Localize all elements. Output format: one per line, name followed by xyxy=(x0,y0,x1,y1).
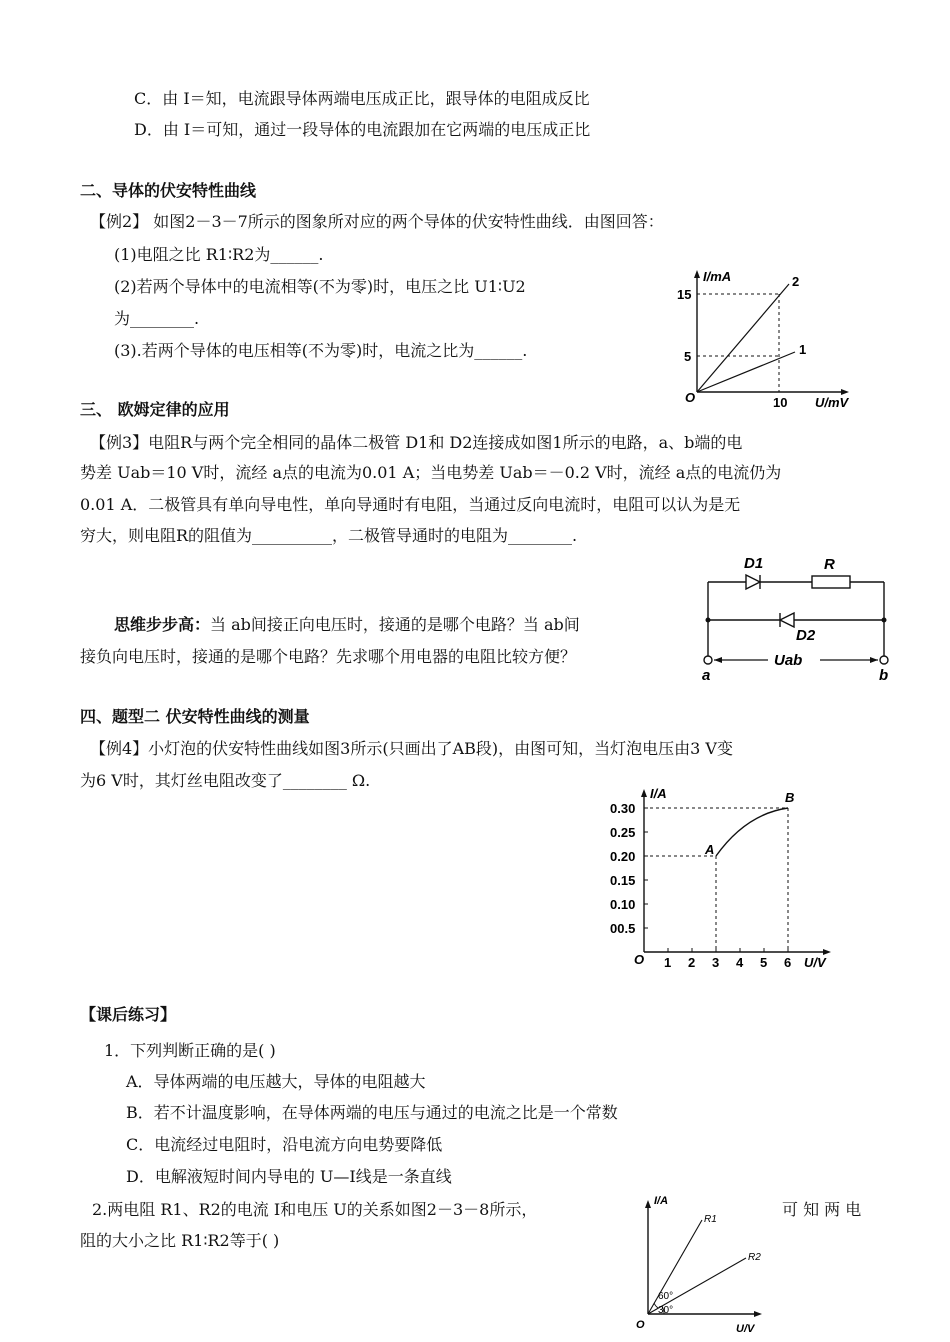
fig4-r2-label: R2 xyxy=(748,1252,761,1263)
fig3-xtick: 2 xyxy=(688,955,696,970)
section-heading-2: 二、导体的伏安特性曲线 xyxy=(80,181,257,200)
option-d: D．由 I＝可知，通过一段导体的电流跟加在它两端的电压成正比 xyxy=(134,120,591,139)
fig3-ytick: 0.20 xyxy=(610,849,636,864)
fig3-ylabel: I/A xyxy=(650,786,667,801)
example-3-line2: 势差 Uab＝10 V时，流经 a点的电流为0.01 A；当电势差 Uab＝－0.2 V时，流经 a点的电流仍为 xyxy=(80,463,782,482)
fig4-angle-60: 60° xyxy=(658,1291,674,1302)
question-1-option-a: A．导体两端的电压越大，导体的电阻越大 xyxy=(126,1072,426,1091)
fig1-line1-label: 1 xyxy=(799,342,807,357)
example-3-line3: 0.01 A．二极管具有单向导电性，单向导通时有电阻，当通过反向电流时，电阻可以认为是无 xyxy=(80,495,741,514)
fig1-xlabel: U/mV xyxy=(815,395,849,410)
fig2-r-label: R xyxy=(824,556,835,573)
figure-diode-circuit xyxy=(696,554,906,684)
fig1-ytick-5: 5 xyxy=(684,349,692,364)
example-4-line2: 为6 V时，其灯丝电阻改变了________ Ω. xyxy=(80,771,371,790)
example-3-line1: 【例3】电阻R与两个完全相同的晶体二极管 D1和 D2连接成如图1所示的电路，a、b端的电 xyxy=(90,433,743,452)
question-1: 1．下列判断正确的是( ) xyxy=(104,1041,276,1060)
example-2-stem: 【例2】 如图2－3－7所示的图象所对应的两个导体的伏安特性曲线．由图回答： xyxy=(90,212,664,231)
think-step-line2: 接负向电压时，接通的是哪个电路？先求哪个用电器的电阻比较方便？ xyxy=(80,647,577,666)
fig4-r1-label: R1 xyxy=(704,1214,717,1225)
fig3-xtick: 1 xyxy=(664,955,672,970)
fig3-xtick: 6 xyxy=(784,955,792,970)
fig2-uab-label: Uab xyxy=(774,652,803,669)
fig3-xtick: 5 xyxy=(760,955,768,970)
section-heading-4: 四、题型二 伏安特性曲线的测量 xyxy=(80,707,310,726)
fig3-ytick: 00.5 xyxy=(610,921,636,936)
example-2-q2a: (2)若两个导体中的电流相等(不为零)时，电压之比 U1∶U2 xyxy=(114,277,526,296)
example-2-q1: (1)电阻之比 R1∶R2为______. xyxy=(114,245,324,264)
fig2-d2-label: D2 xyxy=(796,627,816,644)
example-2-q2b: 为________. xyxy=(114,309,200,328)
fig2-a-label: a xyxy=(702,667,711,684)
fig2-b-label: b xyxy=(879,667,889,684)
fig3-ytick: 0.30 xyxy=(610,801,636,816)
example-4-line1: 【例4】小灯泡的伏安特性曲线如图3所示(只画出了AB段)，由图可知，当灯泡电压由3 V变 xyxy=(90,739,733,758)
fig3-ytick: 0.25 xyxy=(610,825,636,840)
fig3-xtick: 4 xyxy=(736,955,744,970)
fig3-point-a: A xyxy=(705,842,715,857)
section-heading-3: 三、 欧姆定律的应用 xyxy=(80,400,230,419)
fig1-ytick-15: 15 xyxy=(677,287,692,302)
question-1-option-b: B．若不计温度影响，在导体两端的电压与通过的电流之比是一个常数 xyxy=(126,1103,618,1122)
think-step-line1 xyxy=(114,614,580,636)
fig1-xtick-10: 10 xyxy=(773,395,788,410)
think-step-label: 思维步步高： xyxy=(114,615,211,634)
question-2-right: 可 知 两 电 xyxy=(782,1200,862,1219)
fig3-xtick: 3 xyxy=(712,955,720,970)
fig3-origin: O xyxy=(634,952,645,967)
fig1-ylabel: I/mA xyxy=(703,269,732,284)
fig1-line2-label: 2 xyxy=(792,274,800,289)
fig3-ytick: 0.15 xyxy=(610,873,636,888)
question-2-line1: 2.两电阻 R1、R2的电流 I和电压 U的关系如图2－3－8所示， xyxy=(92,1200,538,1219)
example-2-q3: (3).若两个导体的电压相等(不为零)时，电流之比为______. xyxy=(114,341,528,360)
homework-heading: 【课后练习】 xyxy=(80,1005,177,1024)
fig2-d1-label: D1 xyxy=(744,555,764,572)
think-step-text1: 当 ab间接正向电压时，接通的是哪个电路？当 ab间 xyxy=(210,615,580,634)
fig3-point-b: B xyxy=(785,790,795,805)
fig4-origin: O xyxy=(636,1319,645,1331)
question-1-option-d: D．电解液短时间内导电的 U—I线是一条直线 xyxy=(126,1167,452,1186)
option-c: C．由 I＝知，电流跟导体两端电压成正比，跟导体的电阻成反比 xyxy=(134,89,590,108)
fig1-origin: O xyxy=(685,390,696,405)
question-2-line2: 阻的大小之比 R1∶R2等于( ) xyxy=(80,1231,280,1250)
fig3-xlabel: U/V xyxy=(804,955,826,970)
fig4-ylabel: I/A xyxy=(654,1195,669,1207)
question-1-option-c: C．电流经过电阻时，沿电流方向电势要降低 xyxy=(126,1135,443,1154)
fig4-xlabel: U/V xyxy=(736,1323,755,1335)
figure-two-resistors xyxy=(628,1192,776,1338)
figure-lamp-iv-curve xyxy=(606,784,842,972)
fig4-angle-30: 30° xyxy=(658,1305,674,1316)
figure-iv-two-conductors xyxy=(665,264,865,414)
fig3-ytick: 0.10 xyxy=(610,897,636,912)
example-3-line4: 穷大，则电阻R的阻值为__________，二极管导通时的电阻为________. xyxy=(80,526,578,545)
